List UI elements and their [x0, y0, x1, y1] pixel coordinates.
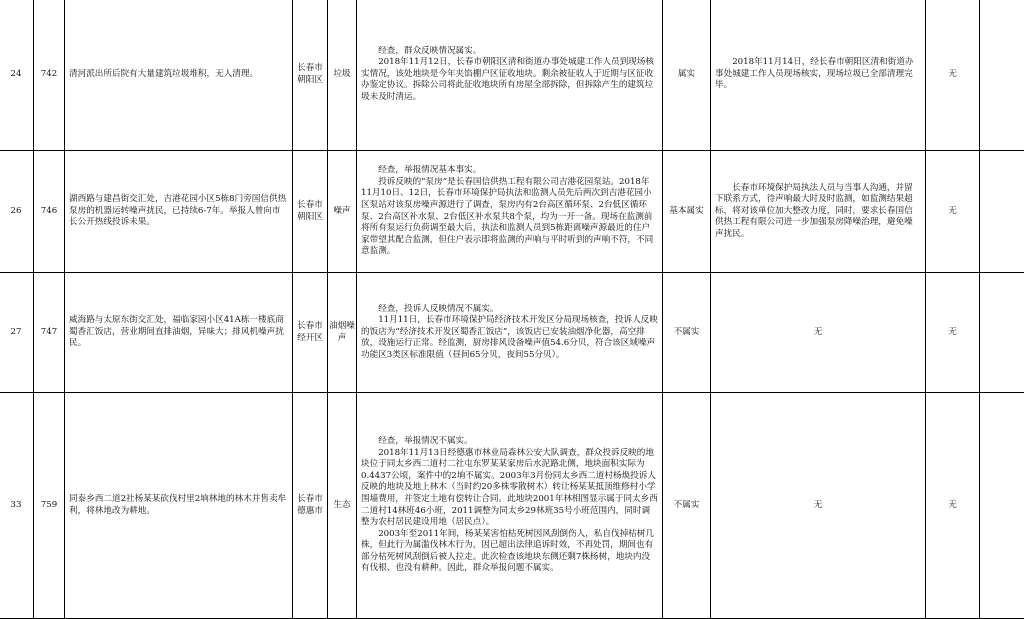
investigation-cell — [357, 0, 663, 151]
complaint-cell: 清河派出所后院有大量建筑垃圾堆积，无人清理。 — [65, 0, 293, 151]
investigation-paragraph: 经查，群众反映情况属实。 — [361, 46, 658, 58]
complaint-cell: 湖西路与建昌街交汇处，吉港花园小区5栋8门旁国信供热泵房的机器运转噪声扰民，已持续6-7年。举报人曾向市长公开热线投诉未果。 — [65, 151, 293, 273]
empty-cell — [980, 151, 1024, 273]
investigation-paragraph: 投诉反映的“泵房”是长春国信供热工程有限公司吉港花园泵站。2018年11月10日、12日，长春市环境保护局执法和监测人员先后两次到吉港花园小区泵站对该泵房噪声源进行了调查，泵房内有2台高区循环泵、2台低区循环泵、2台高区补水泵、2台低区补水泵共8个泵，均为一开一备。现场在监测前将所有泵运行负荷调至最大后，执法和监测人员到5栋距离噪声源最近的住户家带望其配合监测，但住户表示即将监测的声响与平时听到的声响不符，不同意监测。 — [361, 177, 658, 258]
row-index-cell: 26 — [0, 151, 34, 273]
table-row — [0, 393, 1024, 619]
investigation-cell — [357, 393, 663, 619]
complaint-cell: 同泰乡西二道2社杨某某砍伐村里2垧林地的林木并售卖牟利，将林地改为耕地。 — [65, 393, 293, 619]
district-cell: 长春市朝阳区 — [293, 0, 328, 151]
investigation-paragraph: 2018年11月13日经德惠市林业局森林公安大队调查，群众投诉反映的地块位于同太乡西二道村二社屯东罗某某家房后水泥路北侧，地块面积实际为0.4437公顷，案件中的2垧不属实。2003年3月份同太乡西二道村杨焕投诉人反映的地块及地上林木（当时约20多株零散树木）转让杨某某抵顶维修村小学围墙费用，并签定土地有偿转让合同。此地块2001年林相图显示属于同太乡西二道村14林班46小班，2011调整为同太乡29林班35号小班范围内，同时调整为农村居民建设用地（居民点）。 — [361, 448, 658, 529]
accountability-cell: 无 — [926, 393, 980, 619]
investigation-cell — [357, 273, 663, 393]
pollution-type-cell: 噪声 — [328, 151, 357, 273]
complaint-cell: 威海路与太原东街交汇处，福临家园小区41A栋一楼底商蜀香汇饭店，营业期间直排油烟，异味大；排风机噪声扰民。 — [65, 273, 293, 393]
table-row — [0, 0, 1024, 151]
case-number-cell: 759 — [34, 393, 65, 619]
table-row — [0, 273, 1024, 393]
accountability-cell: 无 — [926, 151, 980, 273]
empty-cell — [980, 393, 1024, 619]
verdict-cell: 基本属实 — [663, 151, 711, 273]
verdict-cell: 不属实 — [663, 393, 711, 619]
district-cell: 长春市经开区 — [293, 273, 328, 393]
pollution-type-cell: 垃圾 — [328, 0, 357, 151]
row-index-cell: 27 — [0, 273, 34, 393]
action-cell: 无 — [711, 393, 926, 619]
investigation-paragraph: 2003年至2011年间，杨某某害怕枯死树因风刮倒伤人，私自伐掉枯树几株，但此行为属滥伐林木行为，因已超出法律追诉时效，不再处罚，期间也有部分枯死树风刮倒后被人拉走。此次检查该地块东侧还剩7株杨树，地块内没有伐根、也没有耕种。因此，群众举报问题不属实。 — [361, 529, 658, 575]
investigation-paragraph: 2018年11月12日，长春市朝阳区清和街道办事处城建工作人员到现场核实情况，该处地块是今年夹馅棚户区征收地块。剩余被征收人于近期与区征收办鉴定协议。拆除公司将此征收地块所有房屋全部拆除，但拆除产生的建筑垃圾未及时清运。 — [361, 57, 658, 103]
investigation-paragraph: 经查，举报情况不属实。 — [361, 436, 658, 448]
empty-cell — [980, 273, 1024, 393]
accountability-cell: 无 — [926, 273, 980, 393]
case-number-cell: 747 — [34, 273, 65, 393]
action-cell: 长春市环境保护局执法人员与当事人沟通，并留下联系方式，待声响最大时及时监测，如监测结果超标，将对该单位加大整改力度，同时，要求长春国信供热工程有限公司进一步加强泵房降噪治理，避免噪声扰民。 — [711, 151, 926, 273]
pollution-type-cell: 生态 — [328, 393, 357, 619]
verdict-cell: 不属实 — [663, 273, 711, 393]
empty-cell — [980, 0, 1024, 151]
case-number-cell: 742 — [34, 0, 65, 151]
case-number-cell: 746 — [34, 151, 65, 273]
table-row — [0, 151, 1024, 273]
row-index-cell: 33 — [0, 393, 34, 619]
row-index-cell: 24 — [0, 0, 34, 151]
action-cell: 2018年11月14日，经长春市朝阳区清和街道办事处城建工作人员现场核实，现场垃圾已全部清理完毕。 — [711, 0, 926, 151]
verdict-cell: 属实 — [663, 0, 711, 151]
investigation-paragraph: 经查，举报情况基本事实。 — [361, 165, 658, 177]
investigation-cell — [357, 151, 663, 273]
investigation-paragraph: 11月11日，长春市环境保护局经济技术开发区分局现场核查，投诉人反映的饭店为“经济技术开发区蜀香汇饭店”，该饭店已安装油烟净化器，高空排放，设施运行正常。经监测，厨房排风设备噪声值54.6分贝，符合该区域噪声功能区3类区标准限值（昼间65分贝，夜间55分贝）。 — [361, 315, 658, 361]
accountability-cell: 无 — [926, 0, 980, 151]
pollution-type-cell: 油烟噪声 — [328, 273, 357, 393]
district-cell: 长春市朝阳区 — [293, 151, 328, 273]
investigation-paragraph: 经查，投诉人反映情况不属实。 — [361, 304, 658, 316]
action-cell: 无 — [711, 273, 926, 393]
district-cell: 长春市德惠市 — [293, 393, 328, 619]
